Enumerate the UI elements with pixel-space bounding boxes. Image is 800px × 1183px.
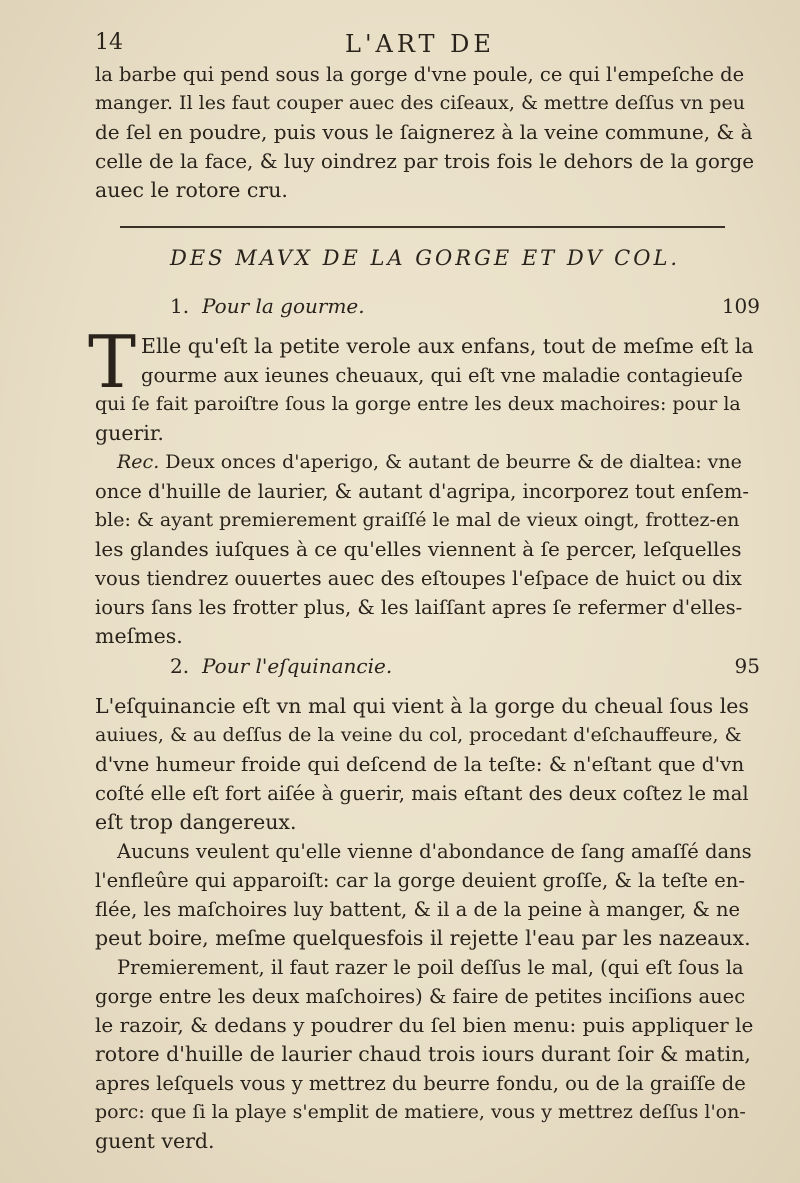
recipe-label: Rec.: [117, 451, 160, 473]
text-line: manger. Il les faut couper auec des ciſeaux, & mettre deſſus vn peu: [95, 92, 745, 114]
text-line: once d'huille de laurier, & autant d'agripa, incorporez tout enſem-: [95, 480, 749, 503]
text-line: eſt trop dangereux.: [95, 810, 297, 834]
margin-reference: 109: [721, 294, 760, 318]
text-line: guerir.: [95, 421, 164, 445]
text-line: Aucuns veulent qu'elle vienne d'abondance de ſang amaſſé dans: [117, 840, 752, 863]
subheading-title: Pour l'eſquinancie.: [202, 654, 393, 678]
text-line: rotore d'huille de laurier chaud trois iours durant ſoir & matin,: [95, 1042, 751, 1066]
subheading-gourme: [170, 294, 760, 322]
subheading-number: 2.: [170, 654, 190, 678]
continued-paragraph: [95, 60, 755, 205]
text-line: les glandes iuſques à ce qu'elles viennent à ſe percer, leſquelles: [95, 537, 742, 561]
page-number: 14: [95, 30, 123, 55]
text-line: Deux onces d'aperigo, & autant de beurre & de dialtea: vne: [165, 451, 742, 473]
dropcap-lines: [141, 332, 755, 390]
text-line: gourme aux ieunes cheuaux, qui eſt vne maladie contagieuſe: [141, 364, 743, 387]
subheading-number: 1.: [170, 294, 190, 318]
subheading-esquinancie: [170, 654, 760, 682]
margin-reference: 95: [734, 654, 760, 678]
recipe-line: [95, 448, 755, 477]
text-line: ble: & ayant premierement graiſſé le mal de vieux oingt, frottez-en: [95, 509, 740, 531]
text-line: coſté elle eſt fort aiſée à guerir, mais eſtant des deux coſtez le mal: [95, 782, 749, 805]
text-line: L'eſquinancie eſt vn mal qui vient à la gorge du cheual ſous les: [95, 694, 749, 718]
text-line: auec le rotore cru.: [95, 178, 288, 202]
paragraph-gourme: [95, 390, 755, 651]
text-line: meſmes.: [95, 624, 183, 648]
text-line: apres leſquels vous y mettrez du beurre fondu, ou de la graiſſe de: [95, 1072, 746, 1095]
text-line: Premierement, il faut razer le poil deſſus le mal, (qui eſt ſous la: [117, 956, 744, 979]
section-rule: [120, 226, 725, 228]
text-line: porc: que ſi la playe s'emplit de matiere, vous y mettrez deſſus l'on-: [95, 1101, 746, 1123]
text-line: l'enfleûre qui apparoiſt: car la gorge deuient groſſe, & la teſte en-: [95, 869, 745, 892]
drop-cap: T: [88, 320, 137, 404]
text-line: gorge entre les deux maſchoires) & faire de petites inciſions auec: [95, 985, 746, 1008]
text-line: guent verd.: [95, 1129, 215, 1153]
text-line: celle de la face, & luy oindrez par trois fois le dehors de la gorge: [95, 149, 755, 173]
paragraph-esquinancie: [95, 692, 755, 1156]
text-line: qui ſe fait paroiſtre ſous la gorge entre les deux machoires: pour la: [95, 393, 741, 415]
text-line: iours ſans les frotter plus, & les laiſſant apres ſe refermer d'elles-: [95, 596, 743, 619]
text-line: de ſel en poudre, puis vous le ſaignerez à la veine commune, & à: [95, 120, 753, 144]
text-line: peut boire, meſme quelquesfois il rejette l'eau par les nazeaux.: [95, 926, 751, 950]
text-line: Elle qu'eſt la petite verole aux enfans, tout de meſme eſt la: [141, 334, 754, 358]
subheading-title: Pour la gourme.: [202, 294, 365, 318]
text-line: vous tiendrez ouuertes auec des eſtoupes l'eſpace de huict ou dix: [95, 567, 742, 590]
text-line: le razoir, & dedans y poudrer du ſel bien menu: puis appliquer le: [95, 1013, 754, 1037]
section-title: DES MAVX DE LA GORGE ET DV COL.: [170, 246, 681, 270]
running-title: L'ART DE: [345, 30, 495, 58]
text-line: auiues, & au deſſus de la veine du col, procedant d'eſchauffeure, &: [95, 724, 742, 746]
running-head: [95, 30, 755, 60]
text-line: d'vne humeur froide qui deſcend de la teſte: & n'eſtant que d'vn: [95, 752, 745, 776]
text-line: la barbe qui pend sous la gorge d'vne poule, ce qui l'empeſche de: [95, 63, 745, 86]
text-line: flée, les maſchoires luy battent, & il a de la peine à manger, & ne: [95, 898, 741, 921]
